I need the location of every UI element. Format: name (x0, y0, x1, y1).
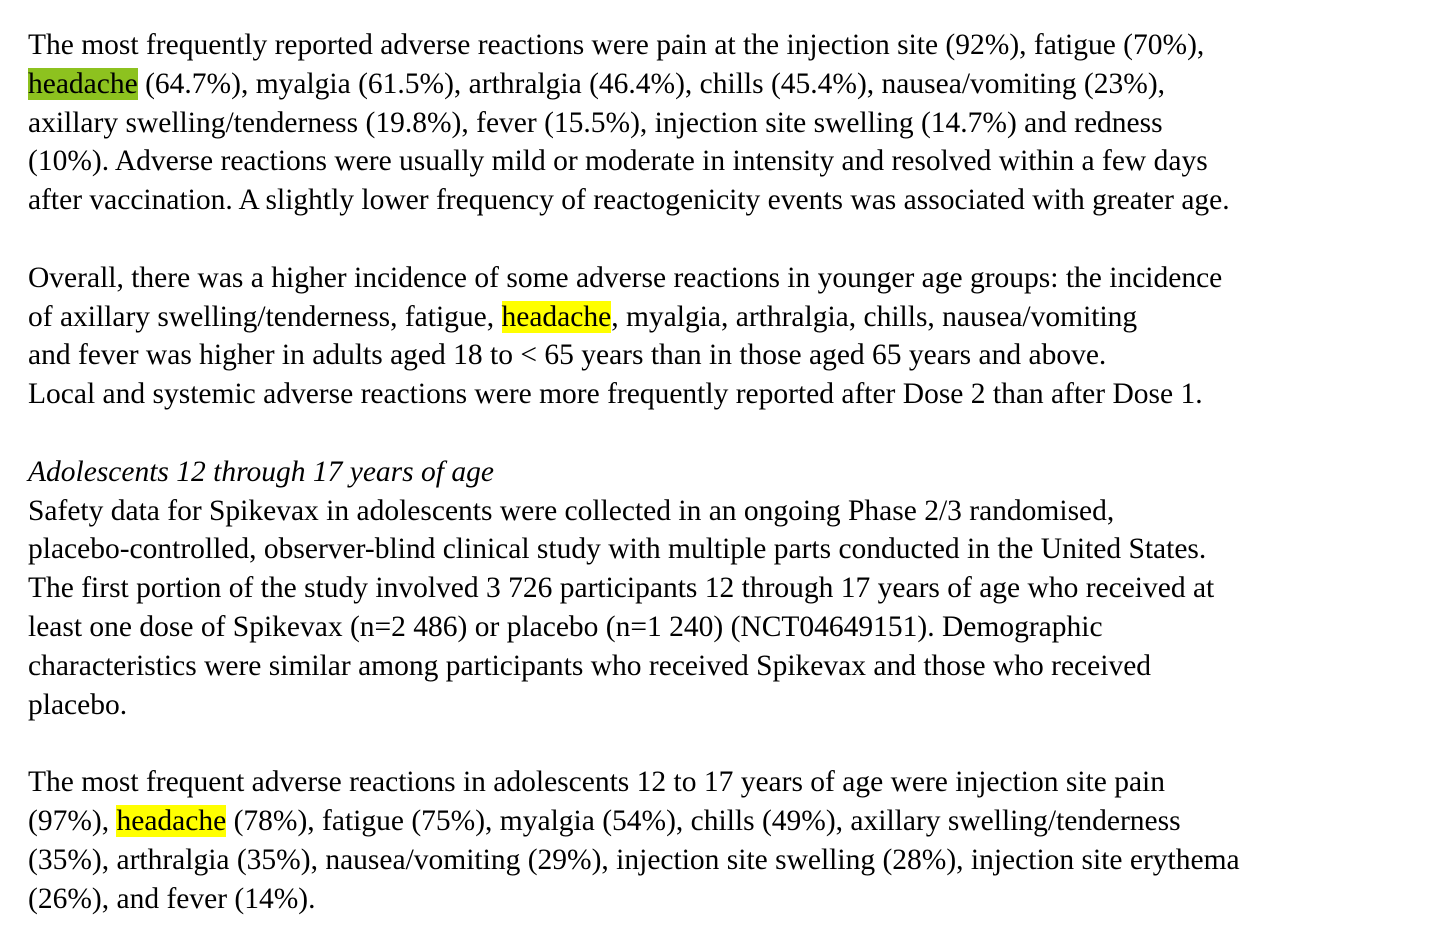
paragraph-adolescent-study (28, 492, 1448, 725)
text-segment: of axillary swelling/tenderness, fatigue, (28, 300, 502, 333)
highlighted-term-headache: headache (28, 67, 138, 100)
text-line: The first portion of the study involved 3 726 participants 12 through 17 years of age who received at (28, 572, 1215, 605)
text-line: The most frequent adverse reactions in adolescents 12 to 17 years of age were injection site pain (28, 766, 1165, 799)
section-heading: Adolescents 12 through 17 years of age (28, 455, 494, 488)
text-line: axillary swelling/tenderness (19.8%), fever (15.5%), injection site swelling (14.7%) and redness (28, 106, 1163, 139)
text-line: (26%), and fever (14%). (28, 882, 316, 915)
paragraph-spacer (28, 414, 1448, 453)
text-line (28, 802, 1448, 841)
text-line: Overall, there was a higher incidence of some adverse reactions in younger age groups: the incidence (28, 261, 1223, 294)
text-segment: (97%), (28, 804, 117, 837)
text-line: Local and systemic adverse reactions were more frequently reported after Dose 2 than after Dose 1. (28, 378, 1203, 411)
highlighted-term-headache: headache (501, 300, 612, 333)
text-segment: (78%), fatigue (75%), myalgia (54%), chills (49%), axillary swelling/tenderness (226, 804, 1181, 837)
text-line: (35%), arthralgia (35%), nausea/vomiting (29%), injection site swelling (28%), injection site erythema (28, 843, 1240, 876)
text-segment: , myalgia, arthralgia, chills, nausea/vomiting (611, 300, 1138, 333)
paragraph-frequent-adverse-reactions (28, 26, 1448, 220)
highlighted-term-headache: headache (116, 804, 227, 837)
paragraph-spacer (28, 724, 1448, 763)
text-line: placebo-controlled, observer-blind clinical study with multiple parts conducted in the United States. (28, 533, 1207, 566)
paragraph-adolescent-adverse-reactions (28, 763, 1448, 918)
text-line: Safety data for Spikevax in adolescents were collected in an ongoing Phase 2/3 randomised, (28, 494, 1115, 527)
document-body (28, 26, 1448, 918)
paragraph-age-group-incidence (28, 259, 1448, 414)
paragraph-spacer (28, 220, 1448, 259)
text-line (28, 65, 1448, 104)
text-line: least one dose of Spikevax (n=2 486) or placebo (n=1 240) (NCT04649151). Demographic (28, 610, 1103, 643)
text-line: placebo. (28, 688, 128, 721)
text-line (28, 298, 1448, 337)
text-line: (10%). Adverse reactions were usually mild or moderate in intensity and resolved within a few days (28, 145, 1208, 178)
text-segment: (64.7%), myalgia (61.5%), arthralgia (46.4%), chills (45.4%), nausea/vomiting (23%), (137, 67, 1166, 100)
text-line: and fever was higher in adults aged 18 to < 65 years than in those aged 65 years and above. (28, 339, 1107, 372)
text-line: characteristics were similar among participants who received Spikevax and those who received (28, 649, 1152, 682)
text-line: after vaccination. A slightly lower frequency of reactogenicity events was associated with greater age. (28, 184, 1230, 217)
text-line: The most frequently reported adverse reactions were pain at the injection site (92%), fatigue (70%), (28, 29, 1205, 61)
